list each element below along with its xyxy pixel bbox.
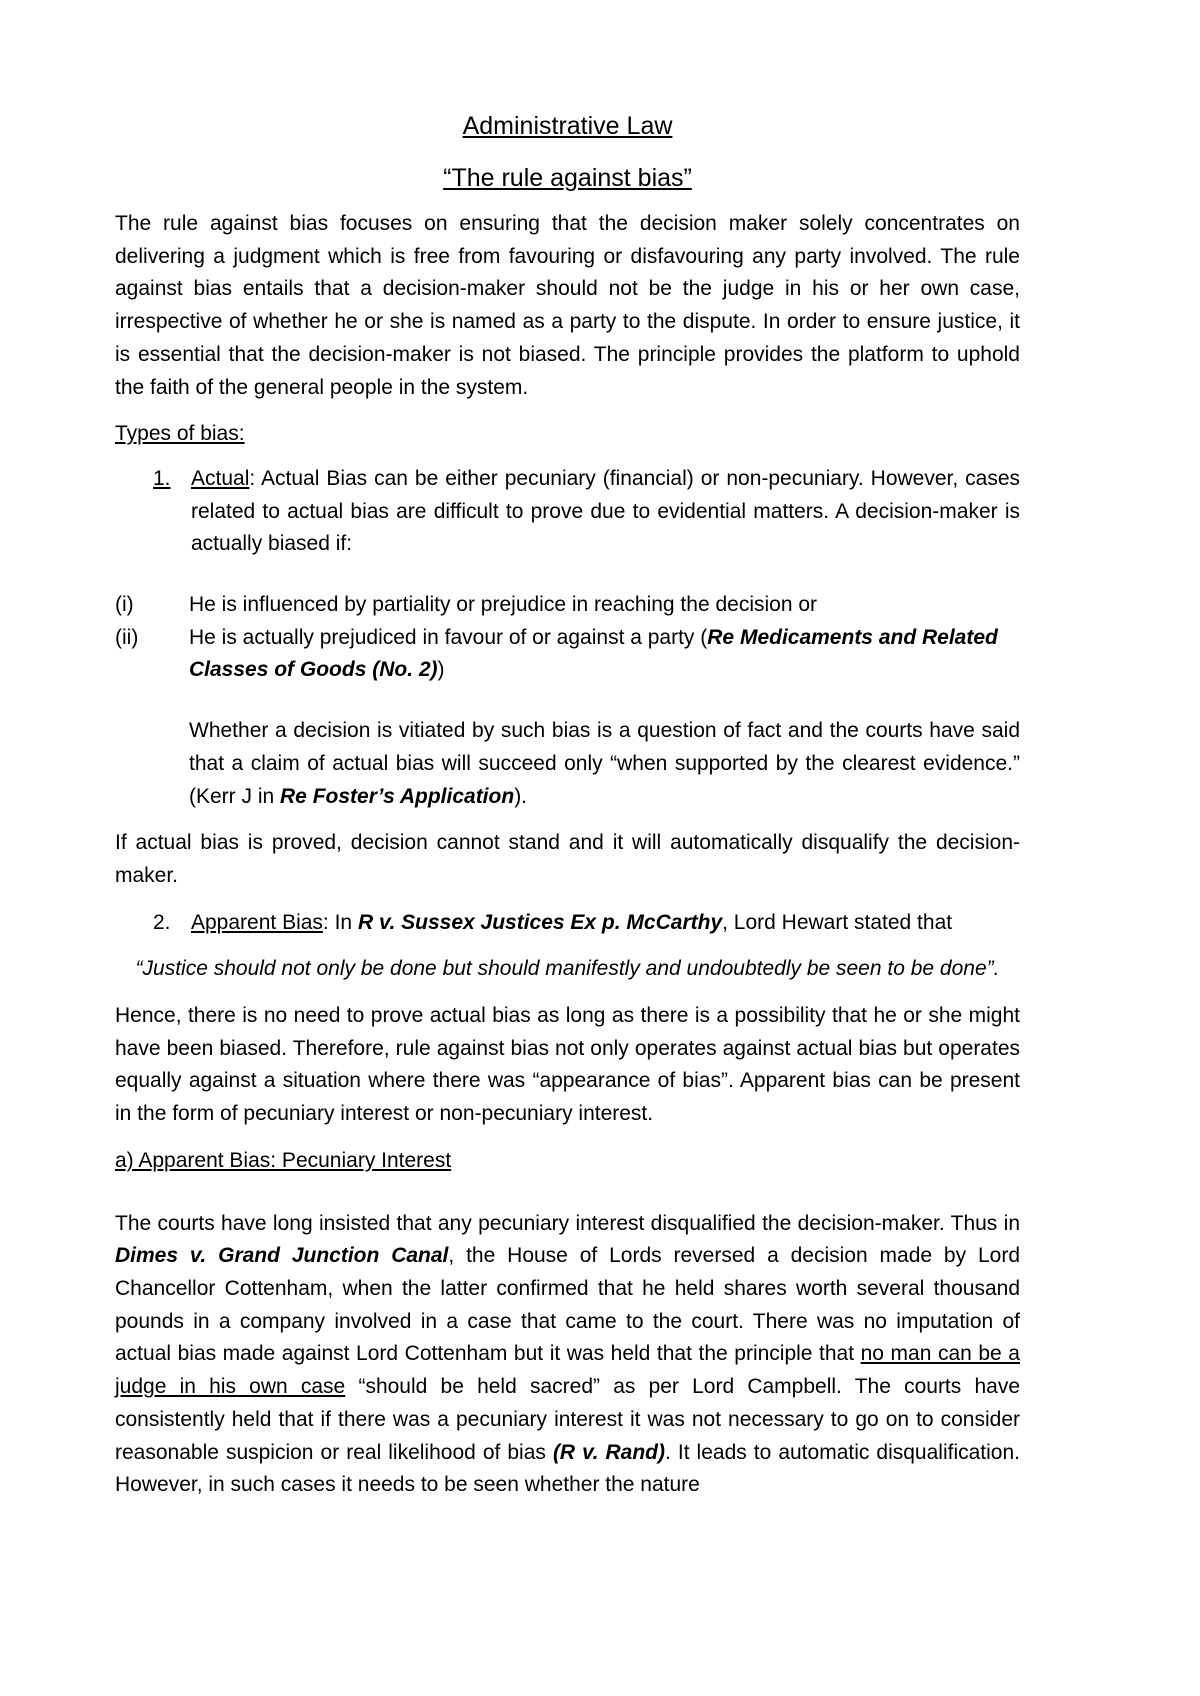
case-citation: Dimes v. Grand Junction Canal bbox=[115, 1244, 449, 1268]
vitiated-paragraph bbox=[189, 715, 1020, 813]
case-citation: Re Medicaments and Related Classes of Goods (No. 2) bbox=[189, 625, 998, 682]
document-body bbox=[115, 110, 1020, 1502]
actual-bias-text: : Actual Bias can be either pecuniary (financial) or non-pecuniary. However, cases related to actual bias are difficult to prove due to evidential matters. A decision-maker is actually biased if: bbox=[191, 466, 1020, 556]
item-number: 2. bbox=[153, 910, 171, 934]
roman-marker: (ii) bbox=[115, 625, 139, 649]
pecuniary-text: , the House of Lords reversed a decision made by Lord Chancellor Cottenham, when the latter confirmed that he held shares worth several thousand pounds in a company involved in a case that came to the court. There was no imputation of actual bias made against Lord Cottenham but it was held that the principle that bbox=[115, 1244, 1021, 1366]
roman-item-2 bbox=[115, 622, 1020, 687]
case-citation: (R v. Rand) bbox=[552, 1440, 665, 1464]
roman-item-text: He is actually prejudiced in favour of or against a party ( bbox=[189, 625, 708, 649]
pecuniary-text: The courts have long insisted that any pecuniary interest disqualified the decision-maker. Thus in bbox=[115, 1211, 1020, 1235]
hence-paragraph: Hence, there is no need to prove actual bias as long as there is a possibility that he or she might have been biased. Therefore, rule against bias not only operates against actual bias but operates equally against a situation where there was “appearance of bias”. Apparent bias can be present in the form of pecuniary interest or non-pecuniary interest. bbox=[115, 1004, 1020, 1126]
case-citation: R v. Sussex Justices Ex p. McCarthy bbox=[357, 910, 723, 934]
types-of-bias-heading: Types of bias: bbox=[115, 422, 245, 446]
vitiated-text: Whether a decision is vitiated by such bias is a question of fact and the courts have said that a claim of actual bias will succeed only “when supported by the clearest evidence.” (Kerr J in bbox=[189, 719, 1020, 808]
pecuniary-interest-heading: a) Apparent Bias: Pecuniary Interest bbox=[115, 1148, 452, 1172]
case-citation: Re Foster’s Application bbox=[280, 784, 515, 808]
actual-bias-item bbox=[153, 463, 1020, 561]
document-subtitle: “The rule against bias” bbox=[443, 164, 692, 192]
apparent-bias-text: : In bbox=[322, 910, 358, 934]
pecuniary-text: . It leads to automatic disqualification. However, in such cases it needs to be seen whether the nature bbox=[115, 1440, 1020, 1497]
pecuniary-paragraph bbox=[115, 1208, 1020, 1502]
roman-item-text: He is influenced by partiality or prejudice in reaching the decision or bbox=[189, 593, 818, 617]
document-title: Administrative Law bbox=[462, 112, 673, 140]
item-number: 1. bbox=[153, 466, 171, 490]
maxim-text: no man can be a judge in his own case bbox=[115, 1342, 1020, 1399]
roman-item-1 bbox=[115, 589, 1020, 622]
roman-item-text-end: ) bbox=[437, 658, 445, 682]
apparent-bias-text-end: , Lord Hewart stated that bbox=[722, 910, 953, 934]
intro-paragraph: The rule against bias focuses on ensuring that the decision maker solely concentrates on delivering a judgment which is free from favouring or disfavouring any party involved. The rule against bias entails that a decision-maker should not be the judge in his or her own case, irrespective of whether he or she is named as a party to the dispute. In order to ensure justice, it is essential that the decision-maker is not biased. The principle provides the platform to uphold the faith of the general people in the system. bbox=[115, 212, 1020, 399]
apparent-bias-item bbox=[153, 907, 1020, 940]
actual-proved-paragraph: If actual bias is proved, decision cannot stand and it will automatically disqualify the decision-maker. bbox=[115, 831, 1020, 887]
actual-bias-label: Actual bbox=[191, 466, 250, 490]
pecuniary-text: “should be held sacred” as per Lord Campbell. The courts have consistently held that if there was a pecuniary interest it was not necessary to go on to consider reasonable suspicion or real likelihood of bias bbox=[115, 1375, 1020, 1464]
roman-marker: (i) bbox=[115, 593, 134, 617]
vitiated-text-end: ). bbox=[514, 784, 528, 808]
apparent-bias-label: Apparent Bias bbox=[191, 910, 323, 934]
hewart-quote: “Justice should not only be done but should manifestly and undoubtedly be seen to be done”. bbox=[135, 957, 1000, 981]
